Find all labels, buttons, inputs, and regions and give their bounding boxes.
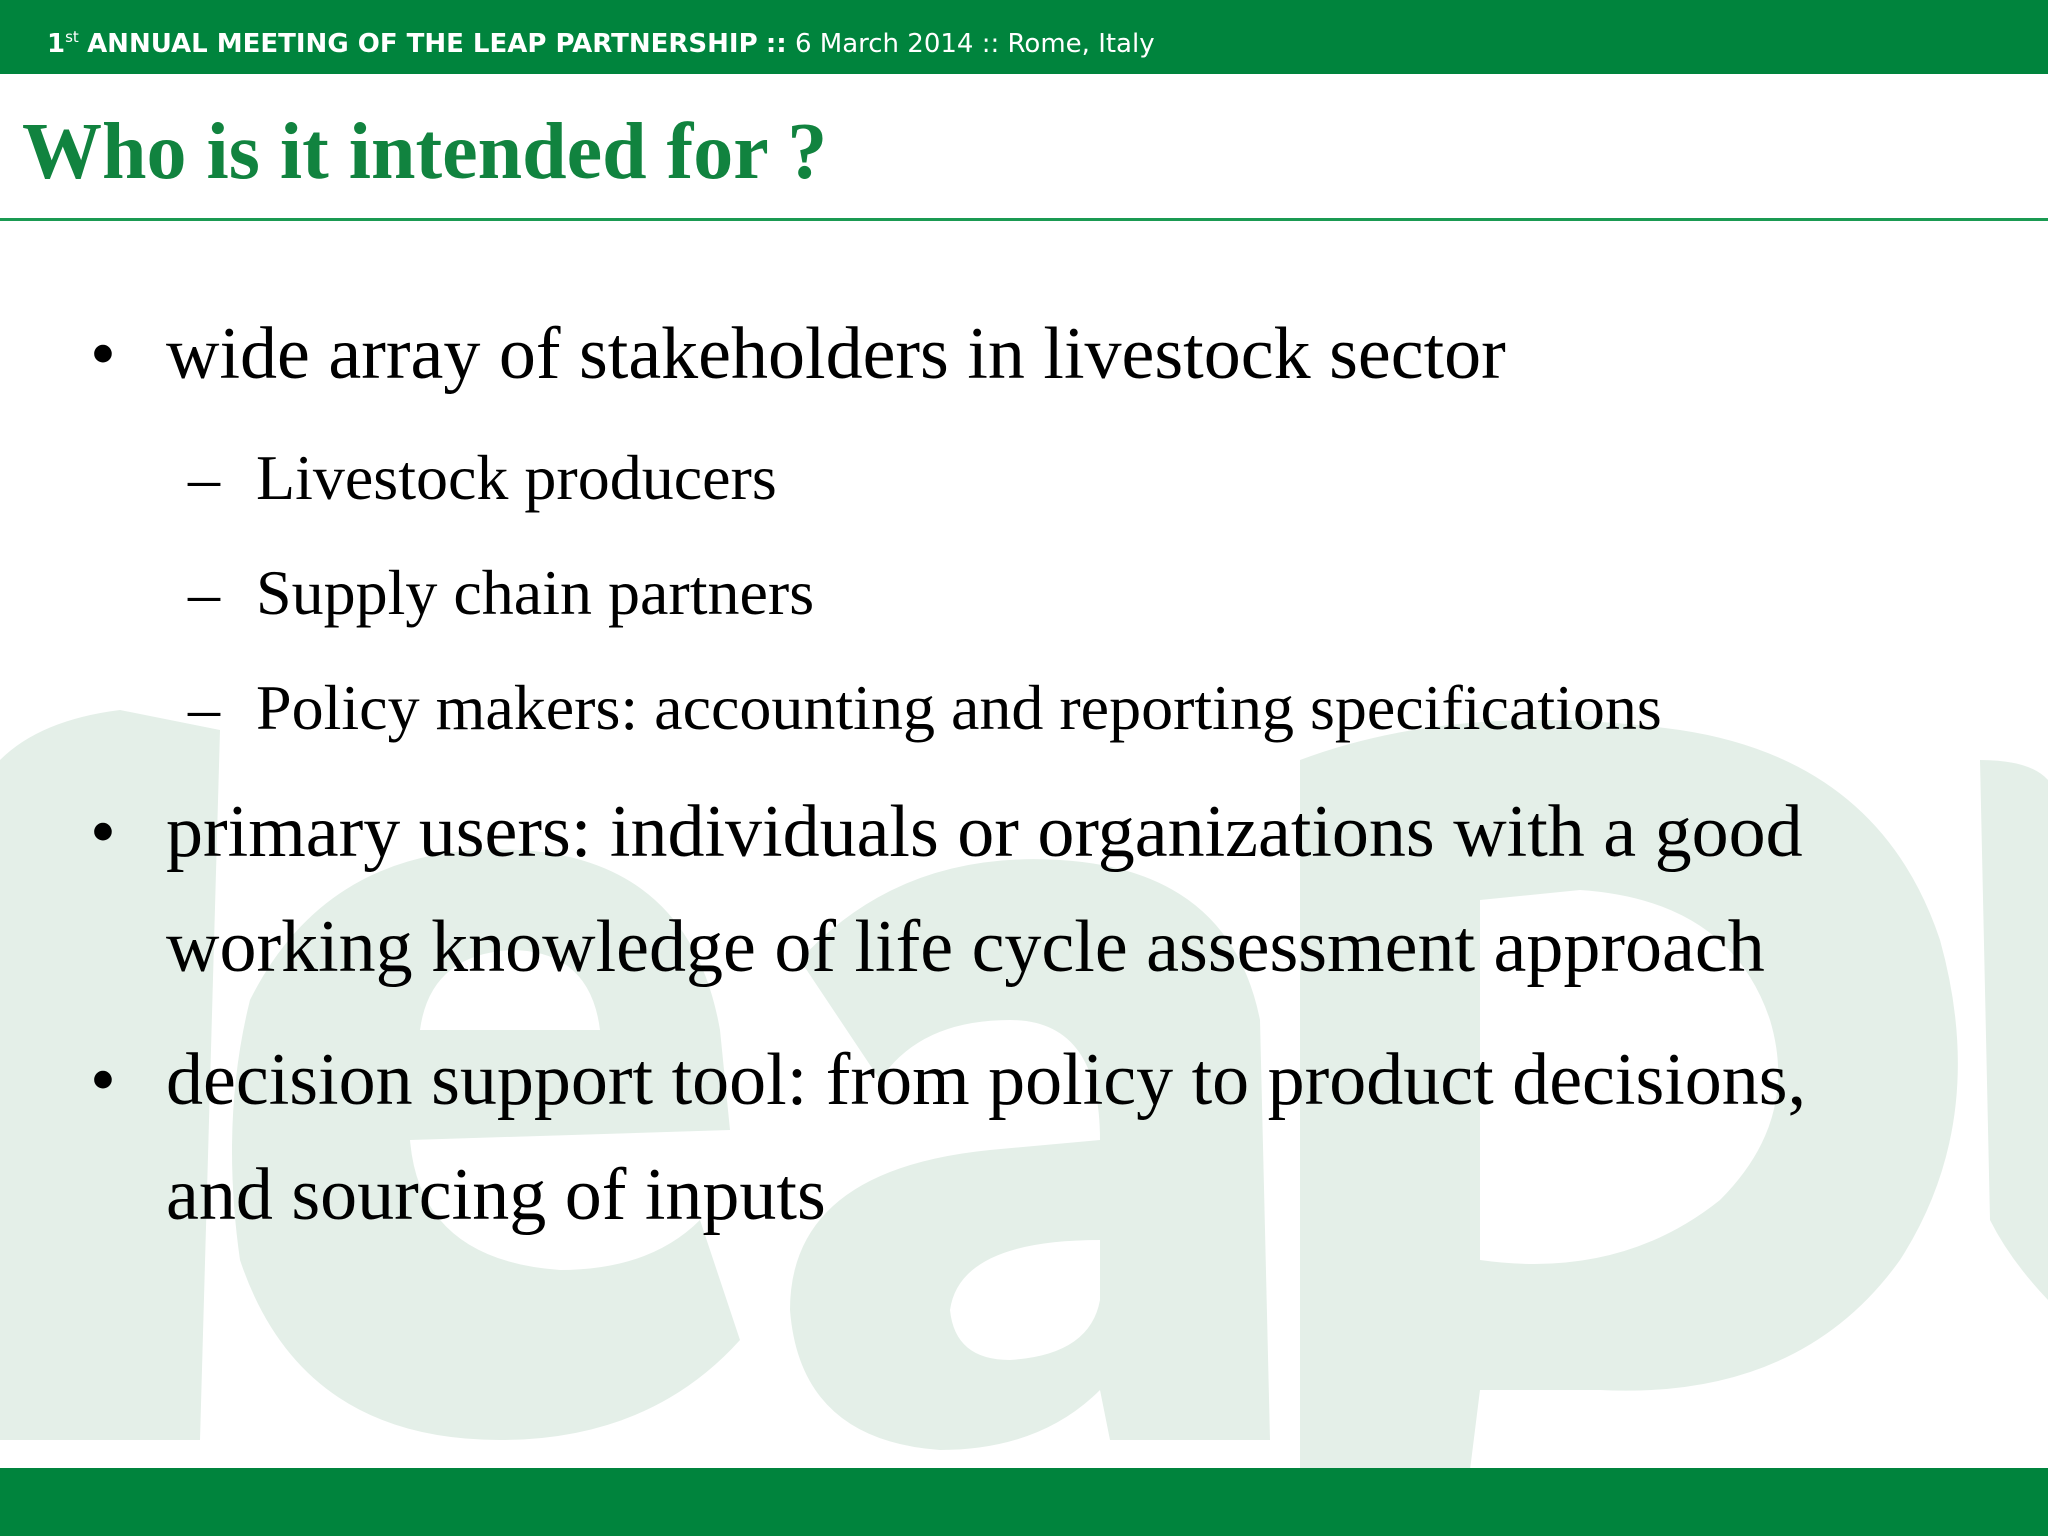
header-location: Rome, Italy	[1007, 29, 1155, 59]
sub-item-text: Supply chain partners	[256, 557, 815, 628]
header-separator-2: ::	[981, 29, 1000, 59]
bullet-text-line-1: primary users: individuals or organizations with a good	[166, 791, 1803, 873]
header-meeting-name: ANNUAL MEETING OF THE LEAP PARTNERSHIP	[87, 29, 758, 59]
bullet-item-2	[0, 775, 2048, 890]
bullet-item-3	[0, 1023, 2048, 1138]
sub-item-dash: –	[188, 672, 220, 743]
sub-item-text: Policy makers: accounting and reporting specifications	[256, 672, 1662, 743]
bullet-text-line-2: and sourcing of inputs	[166, 1154, 826, 1236]
header-separator-1: ::	[765, 29, 787, 59]
header-ordinal-suffix: st	[65, 28, 79, 46]
header-date: 6 March 2014	[794, 29, 974, 59]
bullet-item-1	[0, 297, 2048, 412]
sub-item-text: Livestock producers	[256, 442, 777, 513]
bullet-item-3-continuation	[0, 1138, 2048, 1253]
bullet-text: wide array of stakeholders in livestock sector	[166, 313, 1506, 395]
sub-item-dash: –	[188, 557, 220, 628]
bullet-symbol: •	[90, 791, 116, 873]
bullet-text-line-2: working knowledge of life cycle assessment approach	[166, 906, 1765, 988]
sub-item-1	[0, 420, 2048, 535]
sub-item-2	[0, 535, 2048, 650]
footer-bar	[0, 1468, 2048, 1536]
slide-title: Who is it intended for ?	[22, 108, 828, 196]
bullet-symbol: •	[90, 1039, 116, 1121]
header-ordinal: 1st	[47, 28, 79, 59]
bullet-symbol: •	[90, 313, 116, 395]
bullet-text-line-1: decision support tool: from policy to product decisions,	[166, 1039, 1807, 1121]
sub-item-3	[0, 650, 2048, 765]
bullet-item-2-continuation	[0, 890, 2048, 1005]
sub-item-dash: –	[188, 442, 220, 513]
